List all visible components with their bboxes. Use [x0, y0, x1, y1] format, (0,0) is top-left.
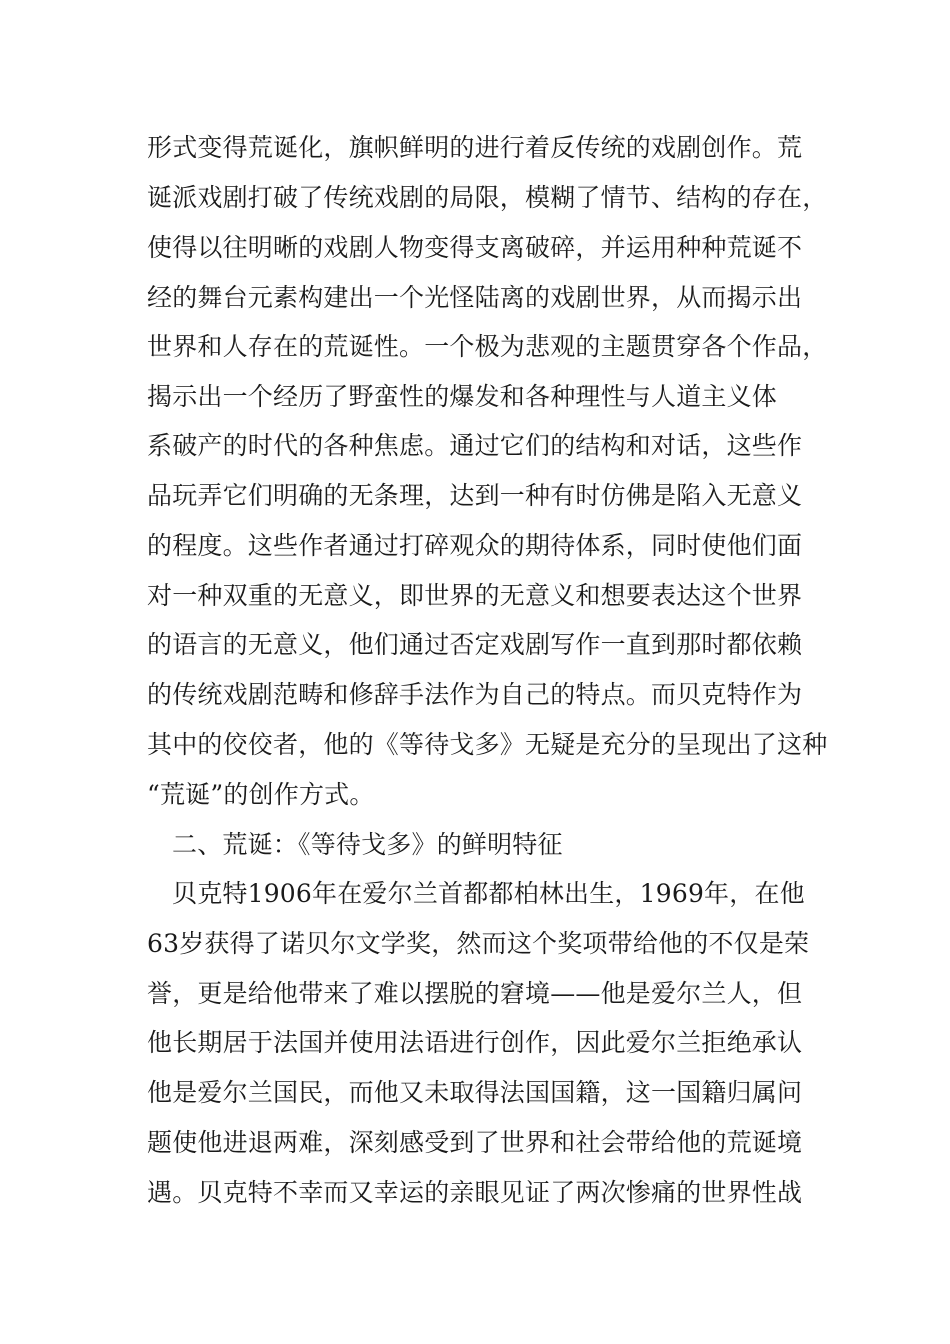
text-line-16: 贝克特1906年在爱尔兰首都都柏林出生，1969年，在他 — [172, 879, 805, 908]
text-line-12: 的传统戏剧范畴和修辞手法作为自己的特点。而贝克特作为 — [147, 680, 803, 709]
text-line-3: 使得以往明晰的戏剧人物变得支离破碎，并运用种种荒诞不 — [147, 233, 803, 262]
text-line-6: 揭示出一个经历了野蛮性的爆发和各种理性与人道主义体 — [147, 382, 778, 411]
text-line-13: 其中的佼佼者，他的《等待戈多》无疑是充分的呈现出了这种 — [147, 730, 828, 759]
text-line-19: 他长期居于法国并使用法语进行创作，因此爱尔兰拒绝承认 — [147, 1028, 803, 1057]
text-line-18: 誉，更是给他带来了难以摆脱的窘境——他是爱尔兰人，但 — [147, 979, 803, 1008]
text-line-8: 品玩弄它们明确的无条理，达到一种有时仿佛是陷入无意义 — [147, 481, 803, 510]
text-line-9: 的程度。这些作者通过打碎观众的期待体系，同时使他们面 — [147, 531, 803, 560]
text-line-20: 他是爱尔兰国民，而他又未取得法国国籍，这一国籍归属问 — [147, 1078, 803, 1107]
text-line-2: 诞派戏剧打破了传统戏剧的局限，模糊了情节、结构的存在， — [147, 183, 828, 212]
text-line-17: 63岁获得了诺贝尔文学奖，然而这个奖项带给他的不仅是荣 — [147, 929, 810, 958]
text-line-14: “荒诞”的创作方式。 — [147, 780, 375, 809]
text-line-1: 形式变得荒诞化，旗帜鲜明的进行着反传统的戏剧创作。荒 — [147, 133, 803, 162]
text-line-5: 世界和人存在的荒诞性。一个极为悲观的主题贯穿各个作品， — [147, 332, 828, 361]
text-line-21: 题使他进退两难，深刻感受到了世界和社会带给他的荒诞境 — [147, 1128, 803, 1157]
text-line-11: 的语言的无意义，他们通过否定戏剧写作一直到那时都依赖 — [147, 630, 803, 659]
text-line-4: 经的舞台元素构建出一个光怪陆离的戏剧世界，从而揭示出 — [147, 283, 803, 312]
text-line-22: 遇。贝克特不幸而又幸运的亲眼见证了两次惨痛的世界性战 — [147, 1178, 803, 1207]
section-heading: 二、荒诞：《等待戈多》的鲜明特征 — [172, 830, 563, 859]
text-line-10: 对一种双重的无意义，即世界的无意义和想要表达这个世界 — [147, 581, 803, 610]
text-line-7: 系破产的时代的各种焦虑。通过它们的结构和对话，这些作 — [147, 431, 803, 460]
